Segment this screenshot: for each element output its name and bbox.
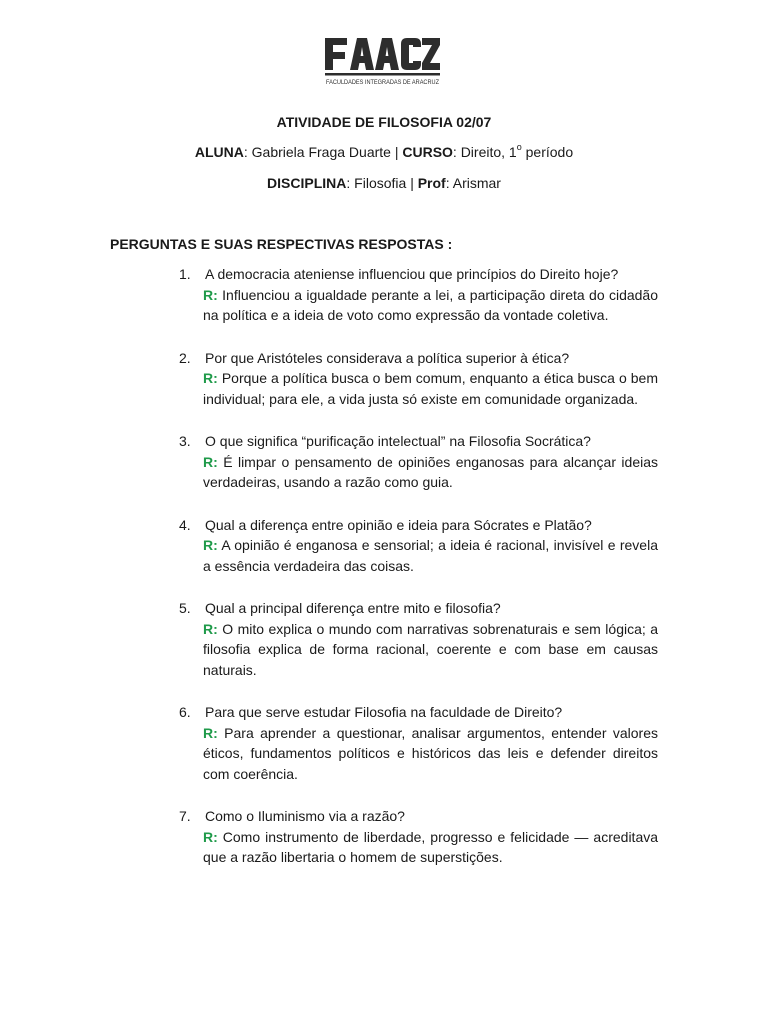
course-value: : Direito, 1 [452, 144, 517, 160]
qa-item-6 [179, 702, 658, 784]
question-number: 2. [179, 349, 191, 366]
discipline-label: DISCIPLINA [267, 175, 347, 191]
faacz-logo [323, 34, 441, 88]
answer [179, 827, 658, 868]
answer-label: R: [203, 620, 218, 637]
faacz-logo-mark [323, 34, 441, 88]
answer [179, 285, 658, 326]
qa-item-4 [179, 515, 658, 577]
prof-label: Prof [417, 175, 446, 191]
qa-item-1 [179, 264, 658, 326]
answer-text: O mito explica o mundo com narrativas sobrenaturais e sem lógica; a filosofia explica de forma racional, coerente e com base em causas naturais. [203, 620, 659, 678]
course-label: CURSO [402, 144, 453, 160]
question-text: A democracia ateniense influenciou que princípios do Direito hoje? [205, 266, 619, 282]
document-title: ATIVIDADE DE FILOSOFIA 02/07 [276, 114, 492, 130]
question-text: Qual a diferença entre opinião e ideia para Sócrates e Platão? [205, 516, 592, 533]
answer-text: É limpar o pensamento de opiniões enganosas para alcançar ideias verdadeiras, usando a razão como guia. [203, 453, 659, 490]
answer [179, 452, 658, 493]
student-label: ALUNA [194, 144, 244, 160]
question-number: 7. [179, 808, 191, 824]
answer-label: R: [203, 537, 218, 553]
section-heading: PERGUNTAS E SUAS RESPECTIVAS RESPOSTAS : [110, 236, 453, 252]
question [179, 264, 658, 285]
question-text: Como o Iluminismo via a razão? [205, 808, 405, 824]
question [179, 515, 658, 536]
answer-label: R: [203, 370, 218, 386]
question-text: Por que Aristóteles considerava a política superior à ética? [205, 349, 570, 366]
answer-text: Influenciou a igualdade perante a lei, a participação direta do cidadão na política e a ideia de voto como expressão da vontade coletiva. [203, 286, 658, 323]
qa-item-5 [179, 598, 658, 680]
question-number: 3. [179, 433, 191, 449]
qa-item-7 [179, 806, 658, 868]
question-text: Qual a principal diferença entre mito e filosofia? [205, 600, 501, 616]
answer-label: R: [203, 286, 218, 303]
question [179, 598, 658, 619]
question-number: 1. [179, 266, 191, 282]
answer [179, 535, 658, 576]
answer-label: R: [203, 724, 218, 741]
question-number: 4. [179, 516, 191, 533]
question [179, 348, 658, 369]
answer [179, 619, 658, 681]
discipline-value: : Filosofia | [346, 175, 418, 191]
answer-text: Porque a política busca o bem comum, enquanto a ética busca o bem individual; para ele, a vida justa só existe em comunidade organizada. [203, 370, 659, 407]
question [179, 806, 658, 827]
answer-text: Como instrumento de liberdade, progresso e felicidade — acreditava que a razão libertaria o homem de superstições. [203, 828, 659, 865]
svg-text:FACULDADES INTEGRADAS DE ARACR: FACULDADES INTEGRADAS DE ARACRUZ [326, 79, 440, 86]
answer-label: R: [203, 453, 218, 470]
answer-text: Para aprender a questionar, analisar argumentos, entender valores éticos, fundamentos políticos e históricos das leis e defender direitos com coerência. [203, 724, 659, 782]
qa-item-3 [179, 431, 658, 493]
question-number: 5. [179, 600, 191, 616]
question [179, 431, 658, 452]
prof-value: : Arismar [445, 175, 501, 191]
answer-text: A opinião é enganosa e sensorial; a ideia é racional, invisível e revela a essência verdadeira das coisas. [203, 537, 658, 574]
student-value: : Gabriela Fraga Duarte | [243, 144, 403, 160]
qa-item-2 [179, 348, 658, 410]
discipline-line [0, 174, 768, 192]
question-number: 6. [179, 704, 191, 720]
course-superscript: o [516, 142, 522, 153]
answer-label: R: [203, 828, 218, 845]
answer [179, 723, 658, 785]
question-text: Para que serve estudar Filosofia na faculdade de Direito? [205, 704, 563, 720]
course-suffix: período [521, 144, 574, 160]
qa-list [179, 264, 658, 890]
answer [179, 368, 658, 409]
question [179, 702, 658, 723]
student-course-line [0, 143, 768, 161]
question-text: O que significa “purificação intelectual” na Filosofia Socrática? [205, 433, 591, 449]
